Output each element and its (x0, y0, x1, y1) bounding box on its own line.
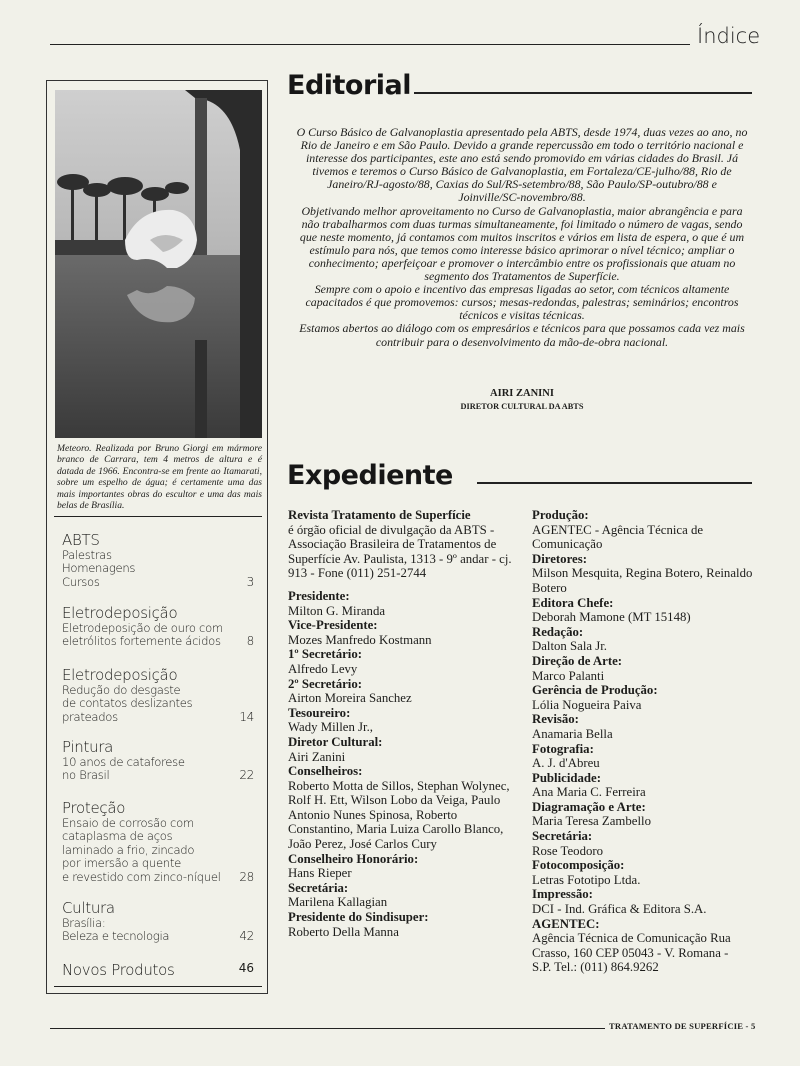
toc-page-number: 8 (246, 634, 254, 649)
expediente-title: Expediente (287, 460, 453, 491)
credit-value: Alfredo Levy (288, 661, 358, 676)
toc-page-number: 3 (246, 574, 254, 589)
toc-line (62, 930, 254, 943)
credit-label: Editora Chefe: (532, 595, 614, 610)
toc-line-text: e revestido com zinco-níquel (62, 869, 221, 884)
toc-line: laminado a frio, zincado (62, 842, 195, 857)
credit-label: Presidente do Sindisuper: (288, 910, 429, 925)
editorial-body (296, 126, 748, 349)
toc-line: Redução do desgaste (62, 683, 181, 697)
toc-heading: Eletrodeposição (62, 666, 178, 684)
masthead-publication-text: é órgão oficial de divulgação da ABTS - Associação Brasileira de Tratamentos de Superfície Av. Paulista, 1313 - 9º andar - cj. 913 - Fone (011) 251-2744 (288, 522, 512, 581)
credit-label: AGENTEC: (532, 916, 600, 931)
editorial-paragraph: Objetivando melhor aproveitamento no Curso de Galvanoplastia, maior abrangência e para não trabalharmos com duas turmas simultaneamente, foi limitado o número de vagas, sendo que neste momento, já contamos com muitos inscritos e vários em lista de espera, o que é um estímulo para nós, que temos como interesse básico aprimorar o nível técnico; ampliar o conhecimento; aperfeiçoar e promover o intercâmbio entre os profissionais que atuam no segmento dos Tratamentos de Superfície. (299, 203, 745, 284)
header-rule (50, 44, 690, 45)
toc-entry-protecao[interactable] (62, 800, 254, 884)
toc-page-number: 46 (238, 961, 254, 975)
credit-value: Wady Millen Jr., (288, 720, 373, 735)
toc-line: Eletrodeposição de ouro com (62, 621, 223, 635)
credit-value: Deborah Mamone (MT 15148) (532, 610, 691, 625)
credit-label: Tesoureiro: (288, 705, 351, 720)
toc-line-text: eletrólitos fortemente ácidos (62, 634, 221, 649)
credit-value: Milson Mesquita, Regina Botero, Reinaldo Botero (532, 566, 753, 595)
toc-line (62, 576, 254, 589)
credit-label: Revisão: (532, 712, 579, 727)
credit-value: Roberto Motta de Sillos, Stephan Wolynec, Rolf H. Ett, Wilson Lobo da Veiga, Paulo Antonio Nunes Spinosa, Roberto Constantino, Maria Luiza Carollo Blanco, João Perez, José Carlos Cury (288, 778, 510, 852)
editorial-signature-name: AIRI ZANINI (490, 388, 554, 399)
expediente-column-right (532, 508, 772, 975)
toc-page-number: 14 (239, 709, 254, 724)
credit-label: Secretária: (532, 829, 593, 844)
editorial-signature-role: DIRETOR CULTURAL DA ABTS (460, 402, 584, 411)
credit-value: DCI - Ind. Gráfica & Editora S.A. (532, 902, 707, 917)
section-title: Índice (697, 24, 761, 48)
credit-label: Publicidade: (532, 770, 601, 785)
toc-entry-cultura[interactable] (62, 900, 254, 944)
toc-line: de contatos deslizantes (62, 696, 193, 711)
credit-label: Presidente: (288, 588, 350, 603)
credit-value: A. J. d'Abreu (532, 756, 600, 771)
toc-heading: Cultura (62, 899, 115, 917)
editorial-title: Editorial (287, 70, 412, 101)
editorial-paragraph: Estamos abertos ao diálogo com os empresários e técnicos para que possamos cada vez mais contribuir para o desenvolvimento da mão-de-obra nacional. (299, 321, 745, 349)
masthead-publication-title: Revista Tratamento de Superfície (288, 508, 471, 522)
toc-divider-top (54, 516, 262, 517)
toc-line: Homenagens (62, 561, 136, 576)
editorial-paragraph: O Curso Básico de Galvanoplastia apresentado pela ABTS, desde 1974, duas vezes ao ano, no Rio de Janeiro e em São Paulo. Devido a grande repercussão em todo o território nacional e interesse dos participantes, este ano está sendo promovido em várias cidades do Brasil. Já tivemos e teremos o Curso Básico de Galvanoplastia, em Fortaleza/CE-julho/88, Rio de Janeiro/RJ-agosto/88, Caxias do Sul/RS-setembro/88, São Paulo/SP-outubro/88 e Joinville/SC-novembro/88. (296, 125, 748, 205)
toc-heading: ABTS (62, 531, 100, 549)
toc-line: Ensaio de corrosão com (62, 816, 194, 830)
credit-value: Maria Teresa Zambello (532, 814, 651, 829)
credit-value: Dalton Sala Jr. (532, 639, 607, 654)
toc-line: por imersão a quente (62, 856, 181, 871)
editorial-paragraph: Sempre com o apoio e incentivo das empresas ligadas ao setor, com técnicos altamente capacitados é que promovemos: cursos; mesas-redondas, palestras; seminários; encontros técnicos e visitas técnicas. (305, 282, 739, 323)
credit-label: Fotocomposição: (532, 858, 625, 873)
toc-line: cataplasma de aços (62, 829, 173, 844)
toc-entry-eletrodeposicao-ouro[interactable] (62, 605, 254, 649)
credit-value: Marilena Kallagian (288, 895, 388, 910)
toc-line: 10 anos de cataforese (62, 755, 185, 769)
credit-label: Redação: (532, 624, 584, 639)
toc-entry-abts[interactable] (62, 532, 254, 589)
credit-value: Agência Técnica de Comunicação Rua Crasso, 160 CEP 05043 - V. Romana - S.P. Tel.: (011) 864.9262 (532, 931, 731, 975)
toc-line: Palestras (62, 548, 112, 562)
sculpture-photo (55, 90, 262, 438)
credit-value: Milton G. Miranda (288, 603, 386, 618)
toc-line-text: Cursos (62, 574, 100, 589)
toc-page-number: 28 (239, 869, 254, 884)
footer-rule (50, 1028, 605, 1029)
credit-value: Hans Rieper (288, 866, 352, 881)
credit-label: Diretores: (532, 551, 587, 566)
credit-value: Lólia Nogueira Paiva (532, 697, 642, 712)
credit-label: Produção: (532, 508, 589, 522)
credit-value: AGENTEC - Agência Técnica de Comunicação (532, 522, 704, 552)
credit-value: Mozes Manfredo Kostmann (288, 632, 432, 647)
footer-page-label: TRATAMENTO DE SUPERFÍCIE - 5 (609, 1021, 756, 1031)
credit-label: Diagramação e Arte: (532, 799, 646, 814)
credit-label: Gerência de Produção: (532, 683, 658, 698)
credit-label: 2º Secretário: (288, 676, 362, 691)
credit-label: Direção de Arte: (532, 653, 623, 668)
toc-line (62, 711, 254, 724)
credit-value: Ana Maria C. Ferreira (532, 785, 646, 800)
toc-page-number: 22 (239, 768, 254, 783)
toc-page-number: 42 (239, 929, 254, 944)
editorial-rule (414, 92, 752, 94)
credit-label: 1º Secretário: (288, 647, 362, 662)
toc-line (62, 871, 254, 884)
toc-heading: Proteção (62, 799, 126, 817)
credit-label: Impressão: (532, 887, 593, 902)
toc-line (62, 635, 254, 648)
credit-label: Diretor Cultural: (288, 734, 383, 749)
credit-label: Vice-Presidente: (288, 618, 378, 633)
credit-value: Letras Fototipo Ltda. (532, 872, 641, 887)
toc-heading: Eletrodeposição (62, 604, 178, 622)
credit-label: Secretária: (288, 880, 349, 895)
toc-heading: Novos Produtos (62, 961, 175, 979)
credit-value: Airi Zanini (288, 749, 346, 764)
toc-line: Brasília: (62, 916, 106, 930)
photo-caption: Meteoro. Realizada por Bruno Giorgi em mármore branco de Carrara, tem 4 metros de altura e é datada de 1966. Encontra-se em frente ao Itamarati, sobre um espelho de água; é certamente uma das mais importantes obras do escultor e uma das mais belas de Brasília. (57, 443, 262, 512)
toc-entry-eletrodeposicao-contatos[interactable] (62, 667, 254, 724)
credit-value: Anamaria Bella (532, 726, 613, 741)
expediente-rule (477, 482, 752, 484)
credit-label: Conselheiro Honorário: (288, 851, 419, 866)
credit-label: Conselheiros: (288, 764, 363, 779)
toc-divider-bottom (54, 986, 262, 987)
credit-value: Roberto Della Manna (288, 924, 399, 939)
credit-value: Marco Palanti (532, 668, 605, 683)
toc-entry-novos-produtos[interactable] (62, 960, 254, 979)
expediente-column-left (288, 508, 518, 939)
credit-value: Rose Teodoro (532, 843, 604, 858)
toc-line-text: no Brasil (62, 768, 110, 783)
toc-heading: Pintura (62, 738, 114, 756)
toc-line (62, 769, 254, 782)
toc-heading-row (62, 960, 254, 979)
toc-line-text: Beleza e tecnologia (62, 929, 170, 944)
toc-line-text: prateados (62, 709, 118, 724)
toc-entry-pintura[interactable] (62, 739, 254, 783)
credit-value: Airton Moreira Sanchez (288, 691, 412, 706)
credit-label: Fotografia: (532, 741, 594, 756)
